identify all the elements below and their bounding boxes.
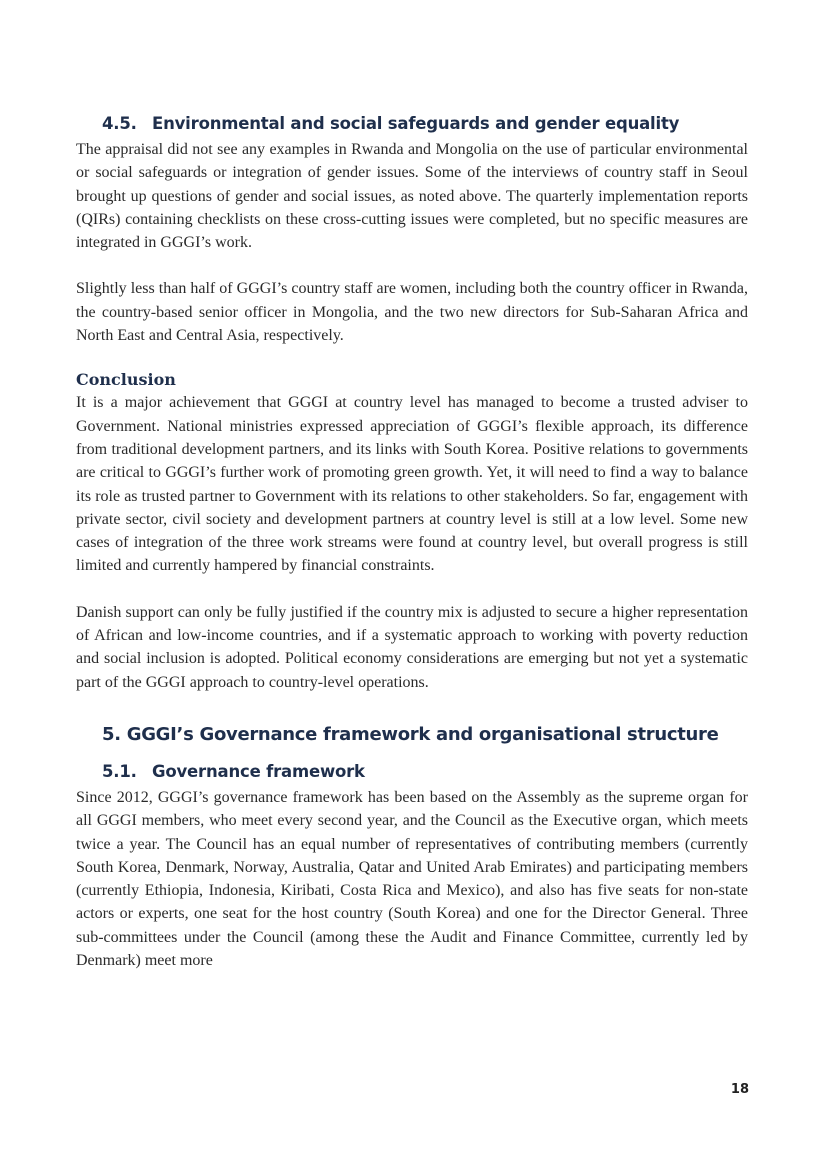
section-4-5-paragraph-2: Slightly less than half of GGGI’s country staff are women, including both the country officer in Rwanda, the country-based senior officer in Mongolia, and the two new directors for Sub-Saharan Africa and North East and Central Asia, respectively. xyxy=(76,280,748,345)
page-content xyxy=(76,112,748,972)
conclusion-paragraph-2: Danish support can only be fully justified if the country mix is adjusted to secure a higher representation of African and low-income countries, and if a systematic approach to working with poverty reduction and social inclusion is adopted. Political economy considerations are emerging but not yet a systematic part of the GGGI approach to country-level operations. xyxy=(76,603,748,691)
section-4-5-paragraph-1: The appraisal did not see any examples in Rwanda and Mongolia on the use of particular environmental or social safeguards or integration of gender issues. Some of the interviews of country staff in Seoul brought up questions of gender and social issues, as noted above. The quarterly implementation reports (QIRs) containing checklists on these cross-cutting issues were completed, but no specific measures are integrated in GGGI’s work. xyxy=(76,141,748,252)
section-5-1-paragraph-1: Since 2012, GGGI’s governance framework has been based on the Assembly as the supreme organ for all GGGI members, who meet every second year, and the Council as the Executive organ, which meets twice a year. The Council has an equal number of representatives of contributing members (currently South Korea, Denmark, Norway, Australia, Qatar and United Arab Emirates) and participating members (currently Ethiopia, Indonesia, Kiribati, Costa Rica and Mexico), and also has five seats for non-state actors or experts, one seat for the host country (South Korea) and one for the Director General. Three sub-committees under the Council (among these the Audit and Finance Committee, currently led by Denmark) meet more xyxy=(76,788,748,970)
section-4-5-title: Environmental and social safeguards and gender equality xyxy=(152,114,680,133)
section-5-title: GGGI’s Governance framework and organisational structure xyxy=(126,723,719,745)
section-5-heading xyxy=(76,722,748,748)
conclusion-heading: Conclusion xyxy=(76,370,176,390)
conclusion-paragraph-1: It is a major achievement that GGGI at country level has managed to become a trusted adviser to Government. National ministries expressed appreciation of GGGI’s flexible approach, its difference from traditional development partners, and its links with South Korea. Positive relations to governments are critical to GGGI’s further work of promoting green growth. Yet, it will need to find a way to balance its role as trusted partner to Government with its relations to other stakeholders. So far, engagement with private sector, civil society and development partners at country level is still at a low level. Some new cases of integration of the three work streams were found at country level, but overall progress is still limited and currently hampered by financial constraints. xyxy=(76,394,748,575)
section-5-1-heading xyxy=(76,760,748,784)
section-4-5-number: 4.5. xyxy=(102,114,137,133)
section-5-number: 5. xyxy=(102,723,121,745)
section-4-5-heading xyxy=(76,112,748,136)
section-5-1-title: Governance framework xyxy=(152,761,365,781)
page-number: 18 xyxy=(730,1082,749,1097)
section-5-1-number: 5.1. xyxy=(102,761,137,781)
